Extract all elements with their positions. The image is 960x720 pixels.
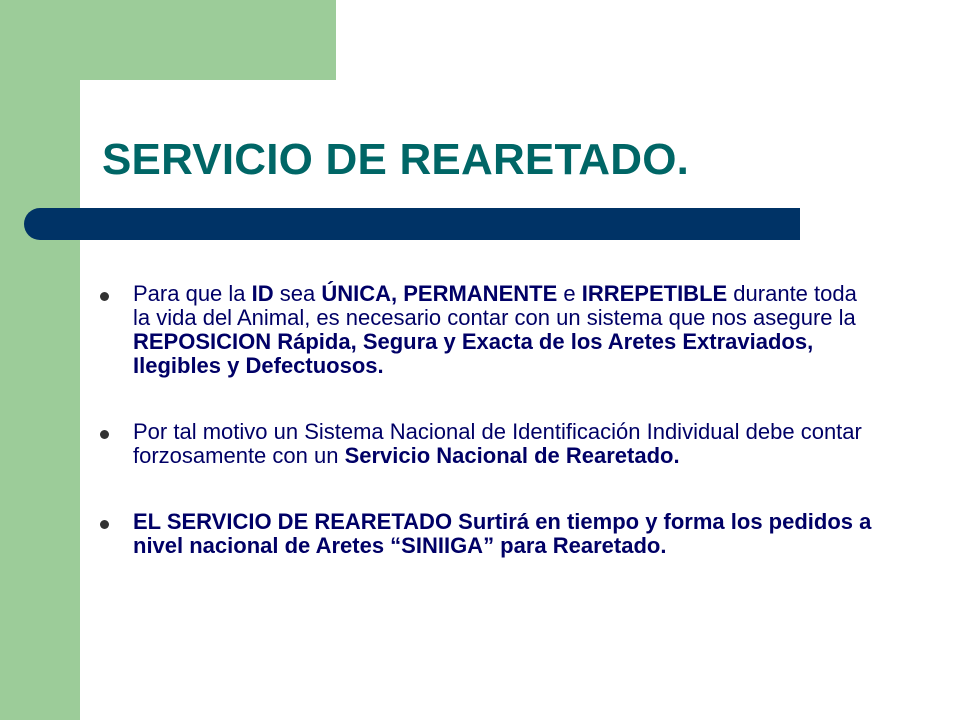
bullet-text-segment: durante toda la vida del Animal, es necesario contar con un sistema que nos asegure la [133,281,857,330]
bullet-list [100,282,880,558]
bullet-text-segment: IRREPETIBLE [581,281,728,306]
bullet-text-segment: e [557,281,582,306]
bullet-text-segment: Servicio Nacional de Rearetado. [344,443,680,468]
green-side-accent [0,0,80,720]
bullet-dot-icon [100,430,109,439]
bullet-item [100,282,880,378]
bullet-text-segment: ÚNICA, PERMANENTE [321,281,558,306]
bullet-text-segment: EL SERVICIO DE REARETADO Surtirá en tiempo y forma los pedidos a nivel nacional de Aretes “SINIIGA” para Rearetado. [133,509,872,558]
bullet-text-segment: REPOSICION Rápida, Segura y Exacta de los Aretes Extraviados, Ilegibles y Defectuosos. [133,329,814,378]
slide-title: SERVICIO DE REARETADO. [102,135,690,184]
bullet-text-segment: Para que la [133,281,252,306]
bullet-dot-icon [100,520,109,529]
bullet-text-segment: ID [251,281,274,306]
bullet-text-segment: sea [273,281,322,306]
bullet-item [100,420,880,468]
bullet-dot-icon [100,292,109,301]
title-underline-bar [24,208,800,240]
green-top-accent [0,0,336,80]
bullet-text-segment: Por tal motivo un Sistema Nacional de Identificación Individual debe contar forzosamente con un [133,419,862,468]
bullet-item [100,510,880,558]
